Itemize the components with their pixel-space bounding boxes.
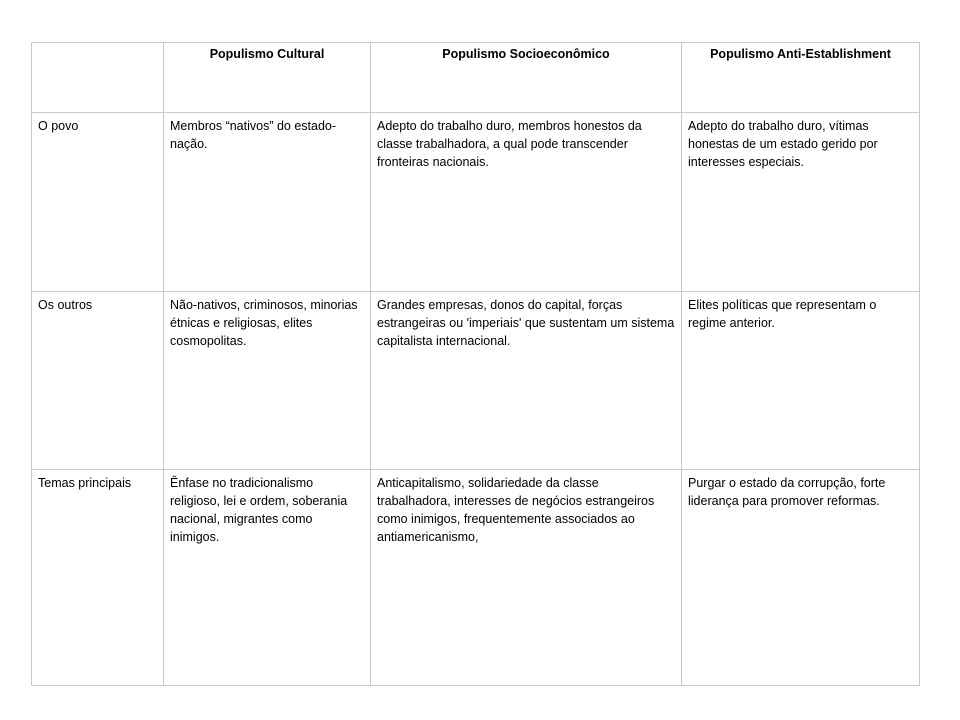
populism-comparison-table (31, 42, 920, 686)
header-cell-anti-establishment: Populismo Anti-Establishment (682, 43, 920, 113)
table-cell: Adepto do trabalho duro, membros honestos da classe trabalhadora, a qual pode transcender fronteiras nacionais. (371, 113, 682, 292)
table-row (32, 470, 920, 686)
table-cell: Membros “nativos” do estado-nação. (164, 113, 371, 292)
table-cell: Adepto do trabalho duro, vítimas honestas de um estado gerido por interesses especiais. (682, 113, 920, 292)
table-cell: Grandes empresas, donos do capital, forças estrangeiras ou 'imperiais' que sustentam um sistema capitalista internacional. (371, 292, 682, 470)
header-cell-empty (32, 43, 164, 113)
table-cell: Ênfase no tradicionalismo religioso, lei e ordem, soberania nacional, migrantes como inimigos. (164, 470, 371, 686)
table-header-row (32, 43, 920, 113)
table-cell: Elites políticas que representam o regime anterior. (682, 292, 920, 470)
table-cell: Purgar o estado da corrupção, forte liderança para promover reformas. (682, 470, 920, 686)
table-cell: Não-nativos, criminosos, minorias étnicas e religiosas, elites cosmopolitas. (164, 292, 371, 470)
table-row (32, 292, 920, 470)
row-label: Os outros (32, 292, 164, 470)
header-cell-socioeconomic: Populismo Socioeconômico (371, 43, 682, 113)
table-row (32, 113, 920, 292)
row-label: Temas principais (32, 470, 164, 686)
header-cell-cultural: Populismo Cultural (164, 43, 371, 113)
row-label: O povo (32, 113, 164, 292)
table-cell: Anticapitalismo, solidariedade da classe trabalhadora, interesses de negócios estrangeiros como inimigos, frequentemente associados ao antiamericanismo, (371, 470, 682, 686)
